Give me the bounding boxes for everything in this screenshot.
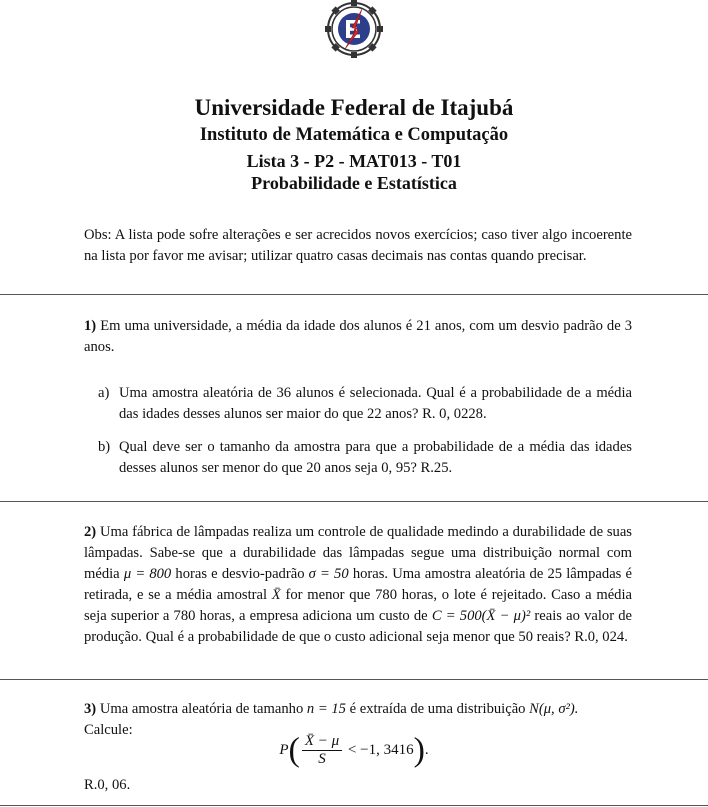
eq-open-paren: (: [288, 731, 300, 769]
question-1-number: 1): [84, 318, 97, 334]
mu-equation: μ = 800: [123, 566, 172, 582]
question-2-text-2: horas e desvio-padrão: [171, 566, 309, 582]
divider: [0, 805, 708, 806]
question-2: [84, 522, 632, 648]
item-a-text: Uma amostra aleatória de 36 alunos é selecionada. Qual é a probabilidade de a média das idades desses alunos ser maior do que 22 anos? R. 0, 0228.: [119, 385, 632, 422]
cost-equation: C = 500(X̄ − μ)²: [431, 608, 531, 624]
eq-p: P: [279, 741, 289, 758]
item-a-label: a): [98, 385, 110, 401]
eq-denominator: S: [318, 751, 326, 767]
eq-close-paren: ): [413, 731, 425, 769]
item-b-text: Qual deve ser o tamanho da amostra para que a probabilidade de a média das idades desses alunos ser menor do que 20 anos seja 0, 95? R.25.: [119, 439, 632, 476]
question-3-number: 3): [84, 701, 97, 717]
course-title: Probabilidade e Estatística: [251, 173, 457, 193]
sigma-equation: σ = 50: [308, 566, 349, 582]
question-2-text-1: Uma fábrica de lâmpadas realiza um controle de qualidade medindo a durabilidade de suas lâmpadas. Sabe-se que a durabilidade das lâmpadas segue uma distribuição normal com média: [84, 524, 632, 582]
question-3-text-2: é extraída de uma distribuição: [345, 701, 530, 717]
obs-note: Obs: A lista pode sofre alterações e ser acrecidos novos exercícios; caso tiver algo incoerente na lista por favor me avisar; utilizar quatro casas decimais nas contas quando precisar.: [84, 227, 632, 264]
question-1: [84, 316, 632, 358]
question-1-text: Em uma universidade, a média da idade dos alunos é 21 anos, com um desvio padrão de 3 anos.: [84, 318, 632, 355]
question-2-number: 2): [84, 524, 97, 540]
question-1-item-b: [98, 437, 632, 479]
institute-title: Instituto de Matemática e Computação: [199, 125, 509, 145]
question-2-text-4: for menor que 780 horas, o lote é rejeitado. Caso a média seja superior a 780 horas, a empresa adiciona um custo de: [84, 587, 632, 624]
distribution: N(μ, σ²).: [529, 701, 579, 717]
question-1-item-a: [98, 383, 632, 425]
list-title: Lista 3 - P2 - MAT013 - T01: [246, 151, 462, 171]
question-2-text-5: reais ao valor de produção. Qual é a probabilidade de que o custo adicional seja menor que 50 reais? R.0, 024.: [84, 608, 633, 645]
probability-equation: [0, 733, 708, 768]
n-equation: n = 15: [306, 701, 346, 717]
university-seal-logo: [324, 0, 384, 58]
eq-end: .: [424, 741, 429, 758]
question-2-text-3: horas. Uma amostra aleatória de 25 lâmpadas é retirada, e se a média amostral: [84, 566, 633, 603]
eq-numerator: X̄ − μ: [302, 733, 342, 751]
item-b-label: b): [98, 439, 111, 455]
question-3-answer: R.0, 06.: [84, 777, 131, 793]
university-title: Universidade Federal de Itajubá: [194, 95, 514, 120]
question-3-text-1: Uma amostra aleatória de tamanho: [99, 701, 307, 717]
divider: [0, 294, 708, 295]
eq-fraction: [302, 733, 342, 768]
divider: [0, 501, 708, 502]
xbar-symbol: X̄: [271, 587, 281, 603]
divider: [0, 679, 708, 680]
eq-rhs: < −1, 3416: [347, 741, 414, 758]
calculate-label: Calcule:: [84, 722, 133, 738]
